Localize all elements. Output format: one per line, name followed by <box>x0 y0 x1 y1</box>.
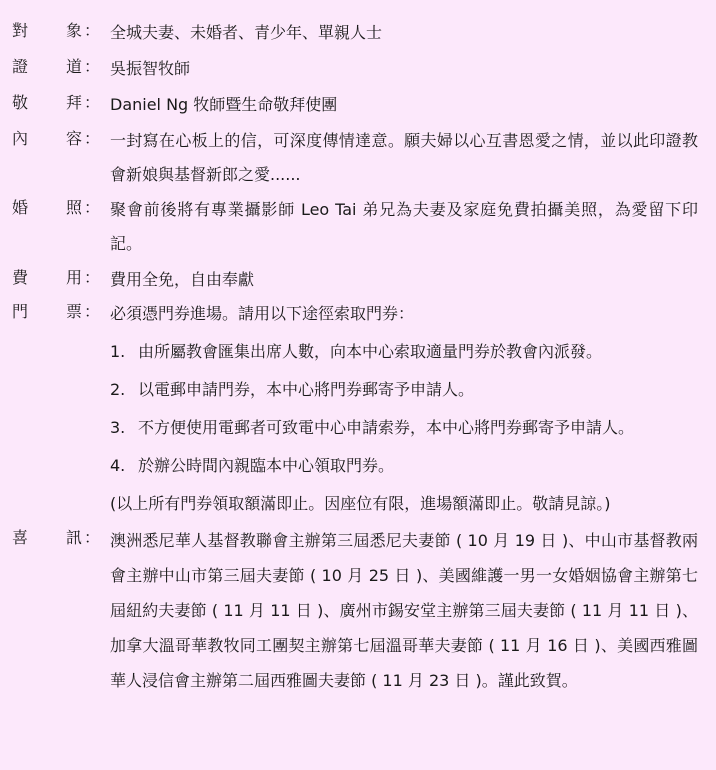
label-char-2: 道 <box>66 57 83 76</box>
label-char-2: 象 <box>66 21 83 40</box>
list-item <box>110 449 698 483</box>
label-char-1: 證 <box>12 57 29 76</box>
label-colon: ： <box>84 93 101 112</box>
value-target: 全城夫妻、未婚者、青少年、單親人士 <box>110 23 383 42</box>
row-preach <box>0 52 716 86</box>
ticket-methods-list <box>110 335 698 483</box>
label-colon: ： <box>84 57 101 76</box>
label-photo <box>0 193 110 223</box>
label-target <box>0 16 110 46</box>
label-char-1: 對 <box>12 21 29 40</box>
value-fee: 費用全免，自由奉獻 <box>110 270 255 289</box>
label-colon: ： <box>84 528 101 547</box>
label-content <box>0 124 110 154</box>
row-target <box>0 16 716 50</box>
row-ticket <box>0 297 716 521</box>
list-item-text: 於辦公時間內親臨本中心領取門券。 <box>138 456 395 475</box>
label-char-1: 喜 <box>12 528 29 547</box>
label-colon: ： <box>84 198 101 217</box>
label-char-1: 婚 <box>12 198 29 217</box>
label-fee <box>0 263 110 293</box>
label-char-1: 內 <box>12 129 29 148</box>
label-char-2: 票 <box>66 302 83 321</box>
label-char-1: 費 <box>12 268 29 287</box>
value-congrats: 澳洲悉尼華人基督教聯會主辦第三屆悉尼夫妻節 ( 10 月 19 日 )、中山市基督教兩會主辦中山市第三屆夫妻節 ( 10 月 25 日 )、美國維護一男一女婚姻協會主辦第七屆紐約夫妻節 ( 11 月 11 日 )、廣州市錫安堂主辦第三屆夫妻節 ( 11 月 11 日 )、加拿大溫哥華教牧同工團契主辦第七屆溫哥華夫妻節 ( 11 月 16 日 )、美國西雅圖華人浸信會主辦第二屆西雅圖夫妻節 ( 11 月 23 日 )。謹此致賀。 <box>110 531 698 690</box>
value-ticket <box>110 297 706 521</box>
value-preach: 吳振智牧師 <box>110 59 191 78</box>
label-preach <box>0 52 110 82</box>
label-worship <box>0 88 110 118</box>
label-colon: ： <box>84 268 101 287</box>
label-char-2: 拜 <box>66 93 83 112</box>
list-item-number: 4. <box>110 456 126 475</box>
label-colon: ： <box>84 129 101 148</box>
list-item-number: 2. <box>110 380 126 399</box>
label-ticket <box>0 297 110 327</box>
value-worship: Daniel Ng 牧師暨生命敬拜使團 <box>110 95 338 114</box>
row-congrats <box>0 523 716 698</box>
label-char-2: 容 <box>66 129 83 148</box>
label-colon: ： <box>84 21 101 40</box>
list-item-text: 以電郵申請門券，本中心將門券郵寄予申請人。 <box>138 380 475 399</box>
list-item-number: 1. <box>110 342 126 361</box>
row-worship <box>0 88 716 122</box>
label-char-1: 門 <box>12 302 29 321</box>
value-content: 一封寫在心板上的信，可深度傳情達意。願夫婦以心互書恩愛之情，並以此印證教會新娘與基督新郎之愛...... <box>110 131 698 184</box>
label-colon: ： <box>84 302 101 321</box>
row-fee <box>0 263 716 297</box>
row-content <box>0 124 716 192</box>
label-char-1: 敬 <box>12 93 29 112</box>
label-congrats <box>0 523 110 553</box>
value-photo: 聚會前後將有專業攝影師 Leo Tai 弟兄為夫妻及家庭免費拍攝美照，為愛留下印記。 <box>110 200 698 253</box>
label-char-2: 照 <box>66 198 83 217</box>
list-item-text: 由所屬教會匯集出席人數，向本中心索取適量門券於教會內派發。 <box>138 342 603 361</box>
list-item <box>110 335 698 369</box>
list-item <box>110 411 698 445</box>
label-char-2: 用 <box>66 268 83 287</box>
ticket-intro: 必須憑門券進場。請用以下途徑索取門券： <box>110 304 415 323</box>
label-char-2: 訊 <box>66 528 83 547</box>
list-item-number: 3. <box>110 418 126 437</box>
list-item-text: 不方便使用電郵者可致電中心申請索券，本中心將門券郵寄予申請人。 <box>138 418 635 437</box>
ticket-note: (以上所有門券領取額滿即止。因座位有限，進場額滿即止。敬請見諒。) <box>110 494 611 513</box>
row-photo <box>0 193 716 261</box>
list-item <box>110 373 698 407</box>
